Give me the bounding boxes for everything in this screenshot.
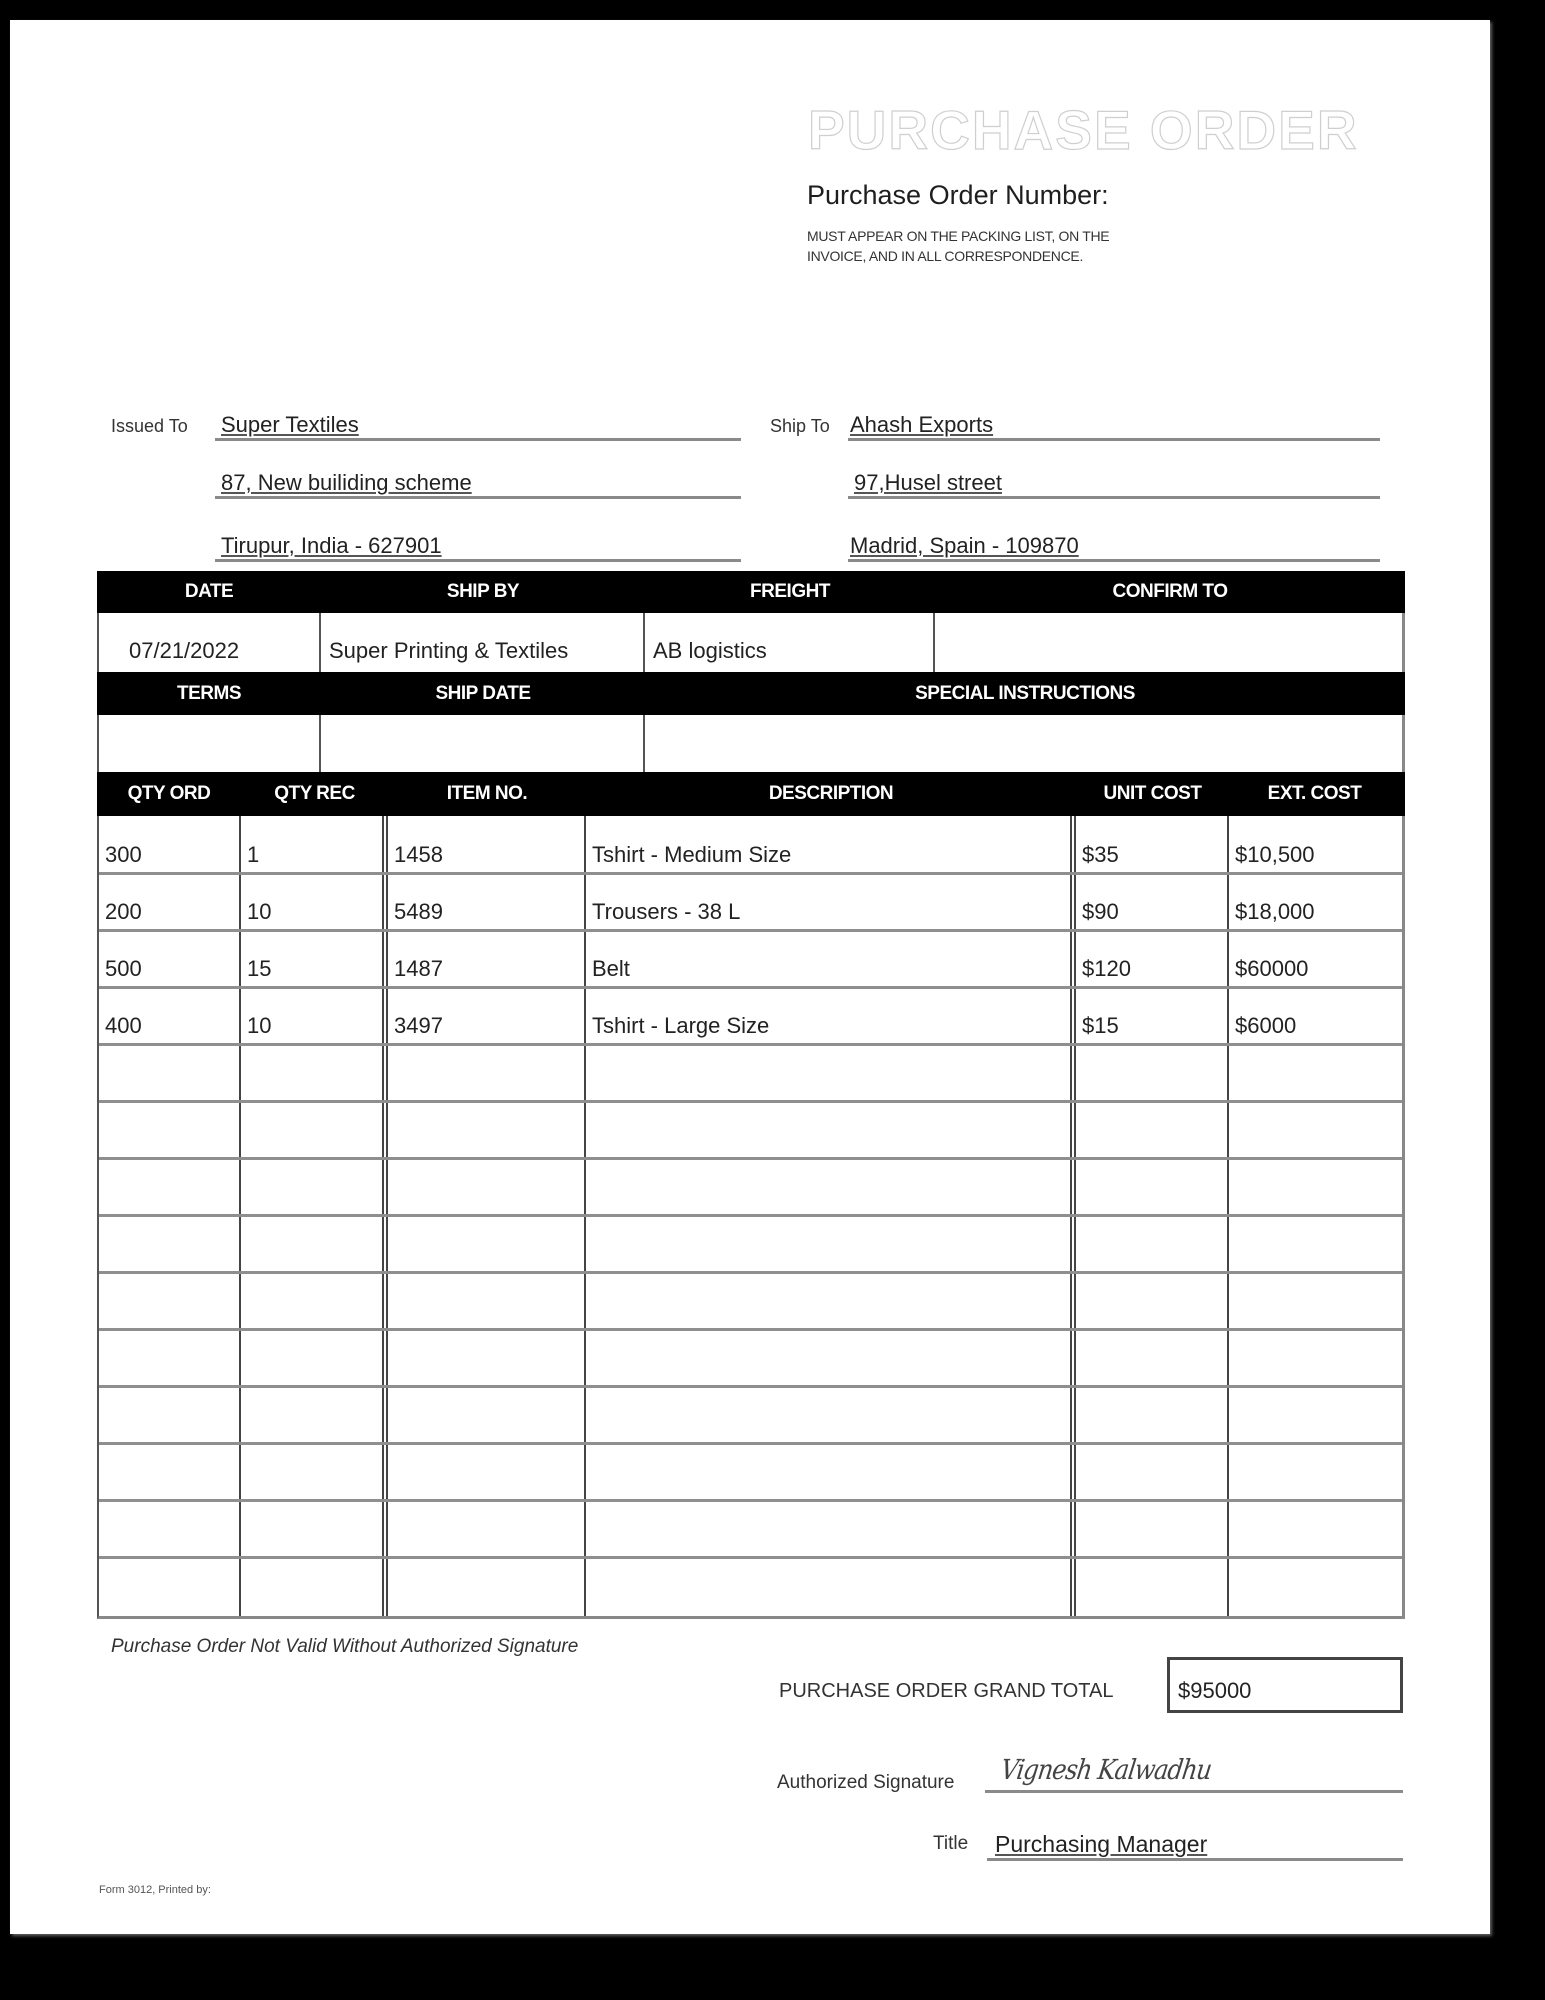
- table-row: [99, 1160, 1402, 1217]
- qty-ord-cell[interactable]: [99, 1502, 241, 1556]
- qty-rec-cell[interactable]: 10: [241, 875, 388, 929]
- ext-cost-cell[interactable]: $18,000: [1235, 899, 1315, 924]
- terms-row: [97, 715, 1405, 772]
- ext-cost-cell[interactable]: $6000: [1235, 1013, 1297, 1038]
- line-items-body: [97, 816, 1405, 1619]
- ship-to-city-field[interactable]: [848, 529, 1380, 562]
- table-row: [99, 1103, 1402, 1160]
- header-description: DESCRIPTION: [768, 783, 894, 804]
- item-no-cell[interactable]: [388, 1331, 586, 1385]
- qty-ord-cell[interactable]: 400: [99, 989, 241, 1043]
- description-cell[interactable]: [586, 1502, 1076, 1556]
- unit-cost-cell[interactable]: [1076, 1046, 1229, 1100]
- description-cell[interactable]: [586, 1559, 1076, 1616]
- unit-cost-cell[interactable]: $90: [1076, 875, 1229, 929]
- qty-ord-cell[interactable]: [99, 1388, 241, 1442]
- title-label: Title: [933, 1833, 969, 1854]
- document-title: PURCHASE ORDER: [808, 99, 1359, 161]
- qty-rec-cell[interactable]: [241, 1274, 388, 1328]
- issued-to-city: Tirupur, India - 627901: [221, 533, 442, 558]
- qty-ord-cell[interactable]: 500: [99, 932, 241, 986]
- qty-rec-cell[interactable]: [241, 1160, 388, 1214]
- po-number-label: Purchase Order Number:: [807, 180, 1109, 210]
- qty-ord-cell[interactable]: [99, 1046, 241, 1100]
- qty-ord-cell[interactable]: [99, 1274, 241, 1328]
- description-cell[interactable]: [586, 1046, 1076, 1100]
- item-no-cell[interactable]: [388, 1388, 586, 1442]
- item-no-cell[interactable]: 3497: [388, 989, 586, 1043]
- qty-rec-cell[interactable]: 10: [241, 989, 388, 1043]
- ship-date-field[interactable]: [321, 715, 645, 772]
- item-no-cell[interactable]: 5489: [388, 875, 586, 929]
- ship-to-street-field[interactable]: [848, 466, 1380, 499]
- line-items-table: [97, 772, 1405, 1619]
- header-freight: FREIGHT: [750, 581, 830, 602]
- qty-ord-cell[interactable]: [99, 1103, 241, 1157]
- terms-field[interactable]: [99, 715, 321, 772]
- unit-cost-cell[interactable]: [1076, 1502, 1229, 1556]
- order-info-table: [97, 571, 1405, 772]
- ext-cost-cell[interactable]: [1229, 1559, 1395, 1616]
- description-cell[interactable]: [586, 1160, 1076, 1214]
- ext-cost-cell[interactable]: [1229, 1445, 1395, 1499]
- line-items-header: [97, 772, 1405, 816]
- description-cell[interactable]: [586, 1388, 1076, 1442]
- qty-rec-cell[interactable]: [241, 1217, 388, 1271]
- table-row: [99, 1502, 1402, 1559]
- freight-field[interactable]: AB logistics: [645, 613, 935, 672]
- ext-cost-cell[interactable]: [1229, 1160, 1395, 1214]
- signature-label: Authorized Signature: [777, 1772, 955, 1793]
- unit-cost-cell[interactable]: [1076, 1160, 1229, 1214]
- header-date: DATE: [184, 581, 234, 602]
- issued-to-label: Issued To: [111, 416, 188, 436]
- qty-rec-cell[interactable]: 1: [241, 816, 388, 872]
- table-row: [99, 1388, 1402, 1445]
- item-no-cell[interactable]: 1487: [388, 932, 586, 986]
- ship-to-label: Ship To: [770, 416, 830, 436]
- unit-cost-cell[interactable]: $35: [1076, 816, 1229, 872]
- qty-rec-cell[interactable]: [241, 1445, 388, 1499]
- header-confirm-to: CONFIRM TO: [1112, 581, 1228, 602]
- header-special-instructions: SPECIAL INSTRUCTIONS: [915, 682, 1135, 704]
- terms-header: [97, 672, 1405, 715]
- grand-total-field[interactable]: $95000: [1167, 1657, 1403, 1713]
- header-ship-date: SHIP DATE: [435, 682, 531, 704]
- qty-ord-cell[interactable]: 300: [99, 816, 241, 872]
- ship-to-name: Ahash Exports: [850, 412, 994, 437]
- title-value: Purchasing Manager: [995, 1831, 1208, 1857]
- description-cell[interactable]: Trousers - 38 L: [586, 875, 1076, 929]
- ext-cost-cell[interactable]: $10,500: [1235, 842, 1315, 867]
- item-no-cell[interactable]: [388, 1160, 586, 1214]
- form-footer-note: Form 3012, Printed by:: [99, 1884, 211, 1896]
- item-no-cell[interactable]: [388, 1103, 586, 1157]
- item-no-cell[interactable]: [388, 1445, 586, 1499]
- table-row: [99, 1445, 1402, 1502]
- table-row: [99, 1217, 1402, 1274]
- qty-rec-cell[interactable]: [241, 1388, 388, 1442]
- qty-ord-cell[interactable]: [99, 1160, 241, 1214]
- table-row: [99, 932, 1402, 989]
- not-valid-note: Purchase Order Not Valid Without Authorized Signature: [111, 1636, 579, 1657]
- qty-rec-cell[interactable]: [241, 1331, 388, 1385]
- issued-to-street: 87, New builiding scheme: [221, 470, 472, 495]
- header-qty-ord: QTY ORD: [127, 783, 211, 804]
- ext-cost-cell[interactable]: [1229, 1274, 1395, 1328]
- header-terms: TERMS: [177, 682, 241, 704]
- unit-cost-cell[interactable]: [1076, 1217, 1229, 1271]
- description-cell[interactable]: [586, 1217, 1076, 1271]
- table-row: [99, 1274, 1402, 1331]
- ext-cost-cell[interactable]: $60000: [1235, 956, 1309, 981]
- ext-cost-cell[interactable]: [1229, 1331, 1395, 1385]
- table-row: [99, 875, 1402, 932]
- qty-ord-cell[interactable]: [99, 1445, 241, 1499]
- signature-handwriting: Vignesh Kalwadhu: [998, 1753, 1214, 1787]
- qty-rec-cell[interactable]: 15: [241, 932, 388, 986]
- table-row: [99, 816, 1402, 875]
- issued-to-name-field[interactable]: [215, 408, 741, 441]
- order-info-header: [97, 571, 1405, 613]
- item-no-cell[interactable]: [388, 1274, 586, 1328]
- qty-ord-cell[interactable]: [99, 1559, 241, 1616]
- issued-to-name: Super Textiles: [221, 412, 359, 437]
- ext-cost-cell[interactable]: [1229, 1502, 1395, 1556]
- item-no-cell[interactable]: [388, 1559, 586, 1616]
- unit-cost-cell[interactable]: [1076, 1559, 1229, 1616]
- header-ship-by: SHIP BY: [446, 581, 520, 602]
- unit-cost-cell[interactable]: [1076, 1103, 1229, 1157]
- unit-cost-cell[interactable]: [1076, 1388, 1229, 1442]
- ship-to-name-field[interactable]: [848, 408, 1380, 441]
- signature-field[interactable]: [985, 1726, 1403, 1793]
- special-instructions-field[interactable]: [645, 715, 1402, 772]
- header-item-no: ITEM NO.: [446, 783, 528, 804]
- table-row: [99, 1331, 1402, 1388]
- item-no-cell[interactable]: 1458: [388, 816, 586, 872]
- header-ext-cost: EXT. COST: [1267, 783, 1362, 804]
- qty-ord-cell[interactable]: 200: [99, 875, 241, 929]
- header-qty-rec: QTY REC: [274, 783, 355, 804]
- title-field[interactable]: [987, 1820, 1403, 1861]
- description-cell[interactable]: [586, 1331, 1076, 1385]
- confirm-to-field[interactable]: [935, 613, 1402, 672]
- qty-ord-cell[interactable]: [99, 1331, 241, 1385]
- table-row: [99, 1046, 1402, 1103]
- qty-rec-cell[interactable]: [241, 1559, 388, 1616]
- item-no-cell[interactable]: [388, 1502, 586, 1556]
- unit-cost-cell[interactable]: $15: [1076, 989, 1229, 1043]
- po-number-note: MUST APPEAR ON THE PACKING LIST, ON THE INVOICE, AND IN ALL CORRESPONDENCE.: [807, 228, 1110, 264]
- issued-to-city-field[interactable]: [215, 529, 741, 562]
- ship-to-city: Madrid, Spain - 109870: [850, 533, 1079, 558]
- table-row: [99, 989, 1402, 1046]
- date-field[interactable]: 07/21/2022: [99, 613, 321, 672]
- qty-ord-cell[interactable]: [99, 1217, 241, 1271]
- item-no-cell[interactable]: [388, 1046, 586, 1100]
- description-cell[interactable]: [586, 1274, 1076, 1328]
- issued-to-street-field[interactable]: [215, 466, 741, 499]
- item-no-cell[interactable]: [388, 1217, 586, 1271]
- ext-cost-cell[interactable]: [1229, 1103, 1395, 1157]
- description-cell[interactable]: Belt: [586, 932, 1076, 986]
- unit-cost-cell[interactable]: [1076, 1331, 1229, 1385]
- ext-cost-cell[interactable]: [1229, 1046, 1395, 1100]
- unit-cost-cell[interactable]: [1076, 1274, 1229, 1328]
- ext-cost-cell[interactable]: [1229, 1388, 1395, 1442]
- unit-cost-cell[interactable]: $120: [1076, 932, 1229, 986]
- ship-by-field[interactable]: Super Printing & Textiles: [321, 613, 645, 672]
- qty-rec-cell[interactable]: [241, 1103, 388, 1157]
- unit-cost-cell[interactable]: [1076, 1445, 1229, 1499]
- order-info-row: [97, 613, 1405, 672]
- qty-rec-cell[interactable]: [241, 1046, 388, 1100]
- qty-rec-cell[interactable]: [241, 1502, 388, 1556]
- ext-cost-cell[interactable]: [1229, 1217, 1395, 1271]
- grand-total-label: PURCHASE ORDER GRAND TOTAL: [779, 1680, 1114, 1702]
- table-row: [99, 1559, 1402, 1616]
- header-unit-cost: UNIT COST: [1103, 783, 1202, 804]
- description-cell[interactable]: [586, 1445, 1076, 1499]
- ship-to-street: 97,Husel street: [854, 470, 1002, 495]
- description-cell[interactable]: Tshirt - Medium Size: [586, 816, 1076, 872]
- purchase-order-page: [10, 20, 1490, 1934]
- description-cell[interactable]: Tshirt - Large Size: [586, 989, 1076, 1043]
- description-cell[interactable]: [586, 1103, 1076, 1157]
